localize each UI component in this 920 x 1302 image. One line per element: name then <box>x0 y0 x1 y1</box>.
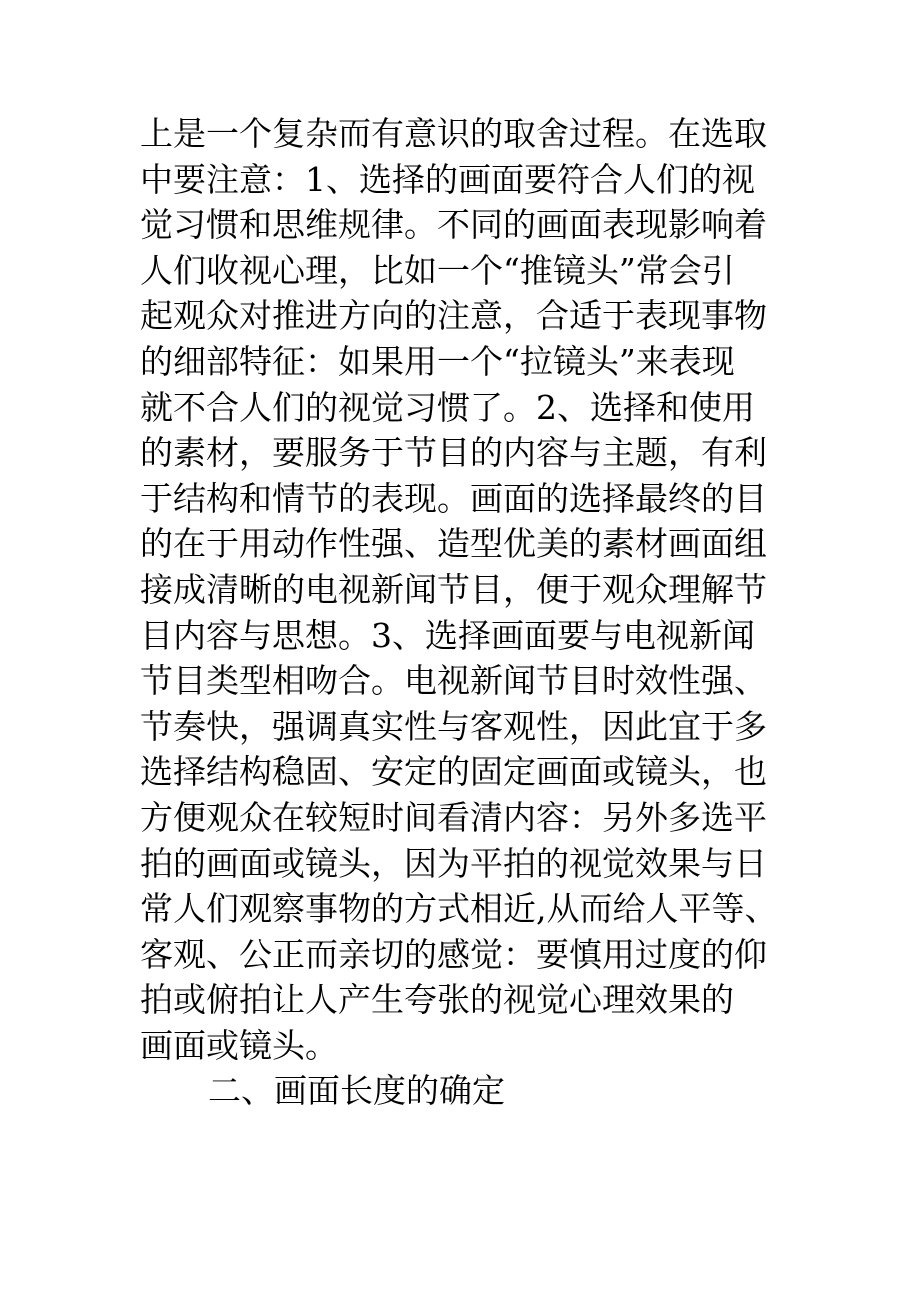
text-line: 起观众对推进方向的注意，合适于表现事物 <box>140 296 767 336</box>
text-line: 方便观众在较短时间看清内容：另外多选平 <box>140 797 767 837</box>
text-line: 的在于用动作性强、造型优美的素材画面组 <box>140 524 767 564</box>
body-text <box>140 111 820 1114</box>
text-line: 人们收视心理，比如一个“推镜头”常会引 <box>140 250 735 290</box>
text-line: 拍或俯拍让人产生夸张的视觉心理效果的 <box>140 980 734 1020</box>
text-line: 选择结构稳固、安定的固定画面或镜头，也 <box>140 752 767 792</box>
text-line: 接成清晰的电视新闻节目，便于观众理解节 <box>140 569 767 609</box>
text-line: 的素材，要服务于节目的内容与主题，有利 <box>140 433 767 473</box>
text-line: 画面或镜头。 <box>140 1025 338 1065</box>
text-line: 节奏快，强调真实性与客观性，因此宜于多 <box>140 706 767 746</box>
text-line: 觉习惯和思维规律。不同的画面表现影响着 <box>140 205 767 245</box>
text-line: 拍的画面或镜头，因为平拍的视觉效果与日 <box>140 843 767 883</box>
text-line: 目内容与思想。3、选择画面要与电视新闻 <box>140 615 755 655</box>
text-line: 的细部特征：如果用一个“拉镜头”来表现 <box>140 341 735 381</box>
text-line: 上是一个复杂而有意识的取舍过程。在选取 <box>140 114 767 153</box>
text-line: 于结构和情节的表现。画面的选择最终的目 <box>140 478 767 518</box>
text-line: 节目类型相吻合。电视新闻节目时效性强、 <box>140 661 767 701</box>
section-heading: 二、画面长度的确定 <box>208 1071 505 1111</box>
text-line: 常人们观察事物的方式相近,从而给人平等、 <box>140 889 778 929</box>
text-line: 中要注意：1、选择的画面要符合人们的视 <box>140 159 755 199</box>
text-line: 就不合人们的视觉习惯了。2、选择和使用 <box>140 387 755 427</box>
text-line: 客观、公正而亲切的感觉：要慎用过度的仰 <box>140 934 767 974</box>
